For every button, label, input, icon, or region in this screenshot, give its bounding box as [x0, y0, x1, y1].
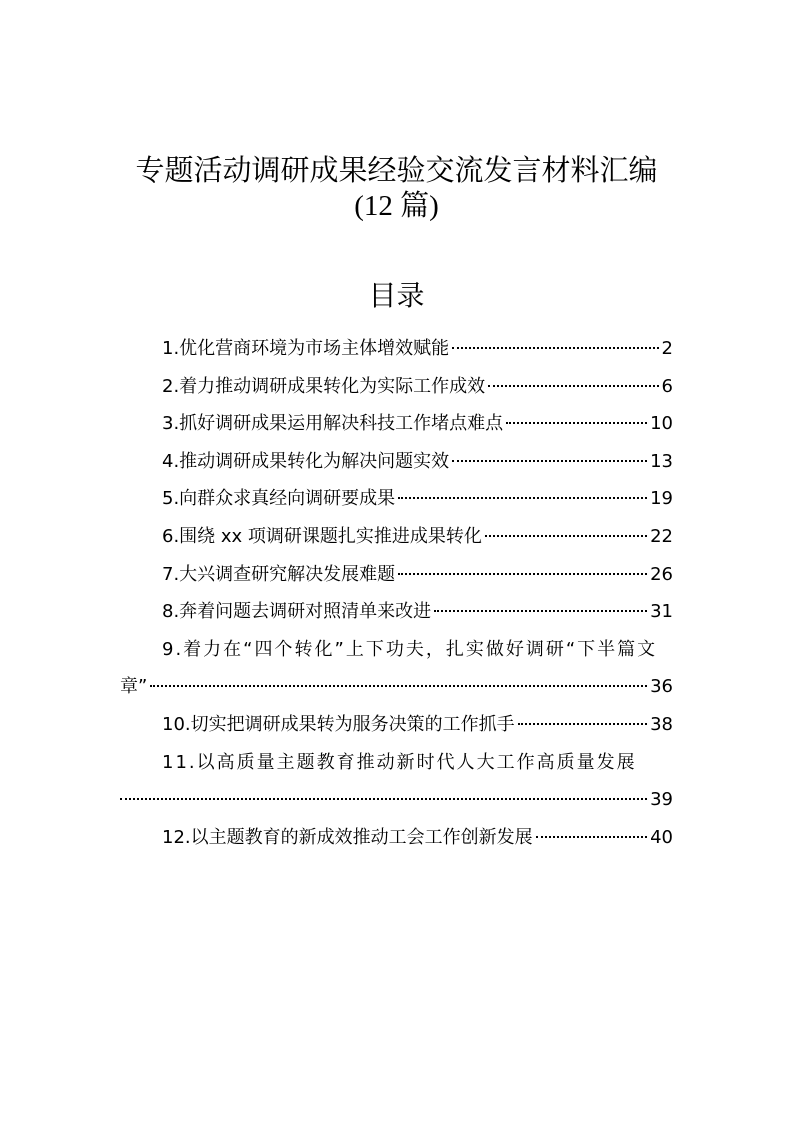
toc-entry-title-continued: 章” — [120, 676, 148, 698]
toc-heading: 目录 — [368, 279, 425, 312]
toc-entry-title: 7.大兴调查研究解决发展难题 — [162, 563, 396, 585]
toc-entry-page: 22 — [650, 525, 673, 547]
dot-leader — [536, 836, 647, 838]
dot-leader — [434, 610, 647, 612]
dot-leader — [120, 798, 647, 800]
toc-entry-9[interactable] — [120, 631, 673, 706]
toc-entry-title: 8.奔着问题去调研对照清单来改进 — [162, 601, 432, 623]
toc-entry-title: 6.围绕 xx 项调研课题扎实推进成果转化 — [162, 525, 482, 547]
toc-entry-8[interactable] — [120, 593, 673, 631]
toc-entry-page: 10 — [650, 413, 673, 435]
toc-entry-title: 10.切实把调研成果转为服务决策的工作抓手 — [162, 713, 515, 735]
toc-entry-page: 26 — [650, 563, 673, 585]
toc-entry-page: 36 — [650, 676, 673, 698]
toc-entry-page: 6 — [661, 375, 673, 397]
dot-leader — [506, 422, 647, 424]
document-title: 专题活动调研成果经验交流发言材料汇编 — [135, 153, 658, 187]
toc-entry-4[interactable] — [120, 443, 673, 481]
document-subtitle: (12 篇) — [354, 190, 439, 222]
dot-leader — [398, 573, 647, 575]
dot-leader — [398, 497, 647, 499]
dot-leader — [488, 385, 658, 387]
dot-leader — [485, 535, 647, 537]
toc-entry-page: 39 — [650, 789, 673, 811]
toc-entry-title: 4.推动调研成果转化为解决问题实效 — [162, 450, 450, 472]
toc-entry-title: 12.以主题教育的新成效推动工会工作创新发展 — [162, 826, 533, 848]
toc-entry-page: 38 — [650, 713, 673, 735]
toc-entry-page: 13 — [650, 450, 673, 472]
dot-leader — [518, 723, 647, 725]
toc-entry-page: 31 — [650, 601, 673, 623]
toc-entry-7[interactable] — [120, 556, 673, 594]
toc-entry-3[interactable] — [120, 405, 673, 443]
toc-entry-title: 9.着力在“四个转化”上下功夫，扎实做好调研“下半篇文 — [162, 638, 658, 660]
dot-leader — [452, 460, 647, 462]
toc-entry-title: 3.抓好调研成果运用解决科技工作堵点难点 — [162, 413, 504, 435]
toc-entry-2[interactable] — [120, 368, 673, 406]
toc-entry-page: 2 — [661, 338, 673, 359]
toc-entry-title: 2.着力推动调研成果转化为实际工作成效 — [162, 375, 486, 397]
toc-entry-title: 11.以高质量主题教育推动新时代人大工作高质量发展 — [162, 751, 637, 773]
toc-entry-1[interactable] — [120, 330, 673, 368]
toc-entry-title: 5.向群众求真经向调研要成果 — [162, 488, 396, 510]
toc-entry-page: 40 — [650, 826, 673, 848]
toc-entry-11[interactable] — [120, 744, 673, 819]
toc-entry-6[interactable] — [120, 518, 673, 556]
toc-entry-10[interactable] — [120, 706, 673, 744]
dot-leader — [150, 685, 647, 687]
toc-entry-page: 19 — [650, 488, 673, 510]
toc-entry-12[interactable] — [120, 819, 673, 857]
toc-entry-5[interactable] — [120, 480, 673, 518]
table-of-contents — [120, 330, 673, 856]
dot-leader — [452, 347, 658, 349]
toc-entry-title: 1.优化营商环境为市场主体增效赋能 — [162, 338, 450, 359]
